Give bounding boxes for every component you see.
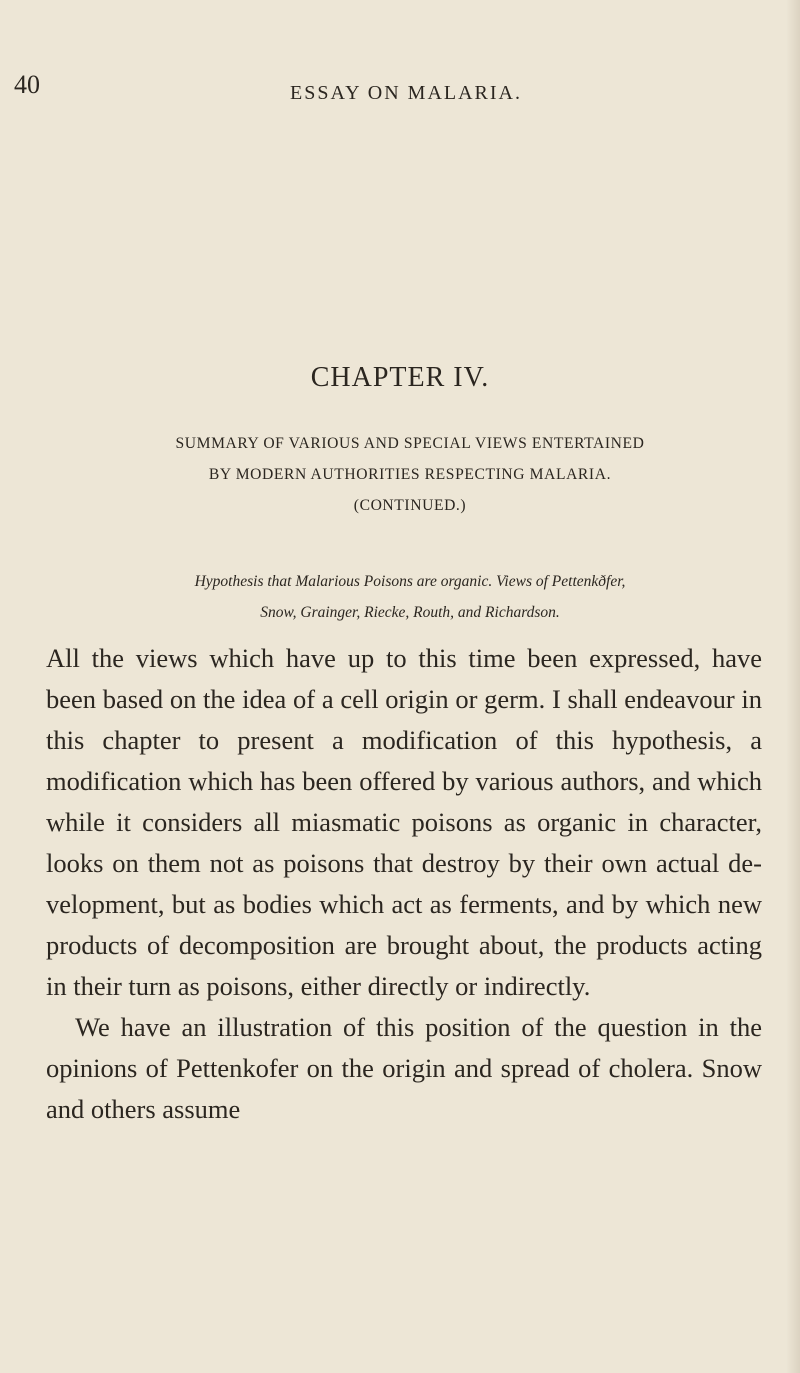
contents-line: Hypothesis that Malarious Poisons are organic. Views of Pettenkðfer,: [194, 573, 626, 590]
summary-line: SUMMARY OF VARIOUS AND SPECIAL VIEWS ENTERTAINED: [175, 435, 645, 452]
running-head: ESSAY ON MALARIA.: [290, 82, 522, 104]
chapter-summary: [40, 428, 780, 521]
chapter-title: CHAPTER IV.: [310, 362, 490, 393]
paragraph: We have an illustration of this position of the question in the opinions of Pettenkofer on the origin and spread of cholera. Snow and others assume: [46, 1012, 762, 1124]
page-number: 40: [14, 70, 40, 99]
chapter-contents: [50, 566, 770, 628]
body-text: [46, 638, 762, 1130]
continued-note: (CONTINUED.): [353, 497, 467, 514]
summary-line: BY MODERN AUTHORITIES RESPECTING MALARIA.: [208, 466, 612, 483]
paragraph: All the views which have up to this time been expressed, have been based on the idea of a cell origin or germ. I shall endeavour in this chapter to present a modification of this hypothesis, a modification which has been offered by various authors, and which while it considers all miasmatic poisons as organic in character, looks on them not as poisons that destroy by their own actual de- velopment, but as bodies which act as ferments, and by which new products of decomposition are brought about, the products acting in their turn as poisons, either directly or indirectly.: [46, 643, 762, 1001]
contents-line: Snow, Grainger, Riecke, Routh, and Richardson.: [260, 604, 560, 621]
page-edge-shadow: [786, 0, 800, 1373]
